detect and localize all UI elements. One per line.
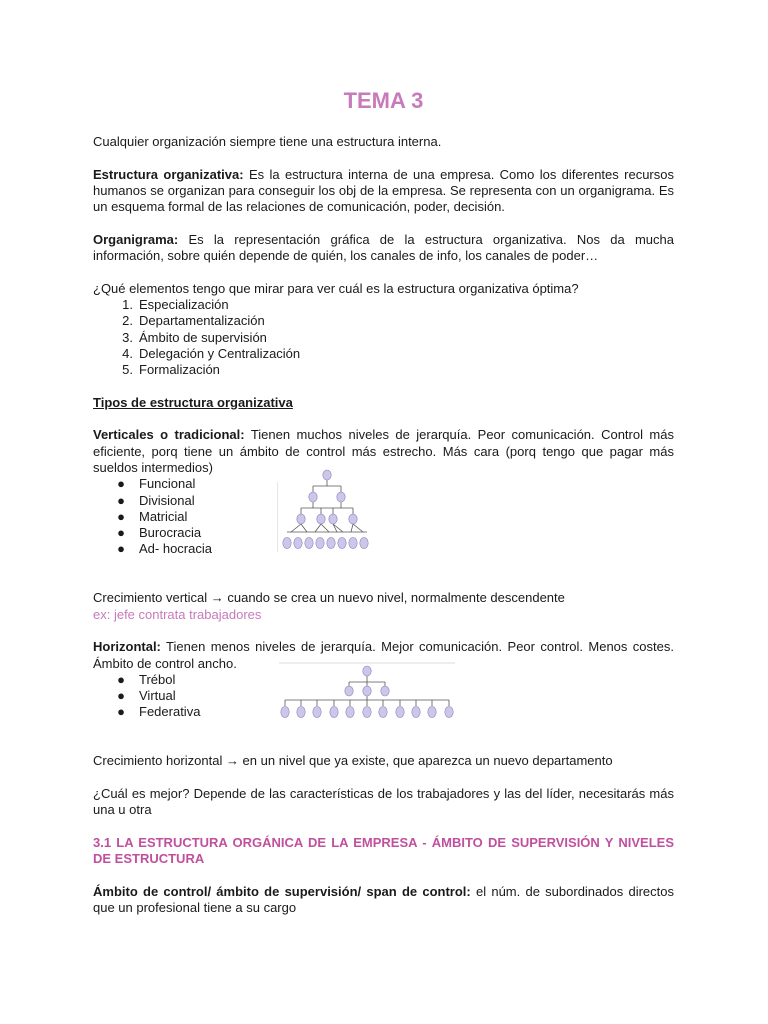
list-item: ● Trébol [117,671,176,687]
list-item: 4. Delegación y Centralización [122,345,301,361]
page-title: TEMA 3 [343,88,424,113]
ambito-paragraph [93,884,674,917]
horizontal-term: Horizontal: [93,639,161,655]
organigrama-paragraph [93,232,674,265]
estructura-term: Estructura organizativa: [93,166,244,182]
list-item: ● Funcional [117,476,196,492]
list-item: 3. Ámbito de supervisión [122,329,267,345]
ambito-term: Ámbito de control/ ámbito de supervisión/ span de control: [93,883,471,899]
ejemplo-text: ex: jefe contrata trabajadores [93,606,262,622]
list-item: 1. Especialización [122,296,229,312]
list-item: 5. Formalización [122,362,220,378]
elements-list [93,297,674,378]
document-page [93,86,674,916]
verticales-text: Tienen muchos niveles de jerarquía. Peor comunicación. Control más eficiente, porq tiene un ámbito de control más estrecho. Más cara (porq tengo que pagar más sueldos intermedios) [93,427,674,475]
list-item: 2. Departamentalización [122,313,265,329]
estructura-paragraph [93,167,674,216]
organigrama-term: Organigrama: [93,231,179,247]
list-item: ● Matricial [117,508,188,524]
horizontal-text: Tienen menos niveles de jerarquía. Mejor comunicación. Peor control. Menos costes. Ámbito de control ancho. [93,639,674,671]
estructura-text: Es la estructura interna de una empresa. Como los diferentes recursos humanos se organizan para conseguir los obj de la empresa. Se representa con un organigrama. Es un esquema formal de las relaciones de comunicación, poder, decisión. [93,166,674,215]
crecimiento-vertical: Crecimiento vertical → cuando se crea un nuevo nivel, normalmente descendente [93,590,565,606]
list-item: ● Federativa [117,704,201,720]
intro-paragraph: Cualquier organización siempre tiene una estructura interna. [93,134,442,149]
list-item: ● Burocracia [117,525,202,541]
ambito-text: el núm. de subordinados directos que un profesional tiene a su cargo [93,883,674,915]
crecimiento-horizontal: Crecimiento horizontal → en un nivel que ya existe, que aparezca un nuevo departamento [93,753,613,769]
tipos-heading: Tipos de estructura organizativa [93,394,293,410]
organigrama-text: Es la representación gráfica de la estructura organizativa. Nos da mucha información, sobre quién depende de quién, los canales de info, los canales de poder… [93,231,674,264]
section-heading: 3.1 LA ESTRUCTURA ORGÁNICA DE LA EMPRESA - ÁMBITO DE SUPERVISIÓN Y NIVELES DE ESTRUCTURA [93,834,674,867]
verticales-list [93,476,674,557]
list-item: ● Virtual [117,688,176,704]
list-item: ● Divisional [117,492,195,508]
question-paragraph: ¿Qué elementos tengo que mirar para ver cuál es la estructura organizativa óptima? [93,280,579,296]
cual-mejor-paragraph: ¿Cuál es mejor? Depende de las características de los trabajadores y las del líder, necesitarás más una u otra [93,785,674,818]
list-item: ● Ad- hocracia [117,541,212,557]
verticales-term: Verticales o tradicional: [93,427,245,443]
horizontal-org-chart-image [279,662,455,724]
verticales-paragraph [93,427,674,476]
vertical-org-chart-image [277,466,377,562]
